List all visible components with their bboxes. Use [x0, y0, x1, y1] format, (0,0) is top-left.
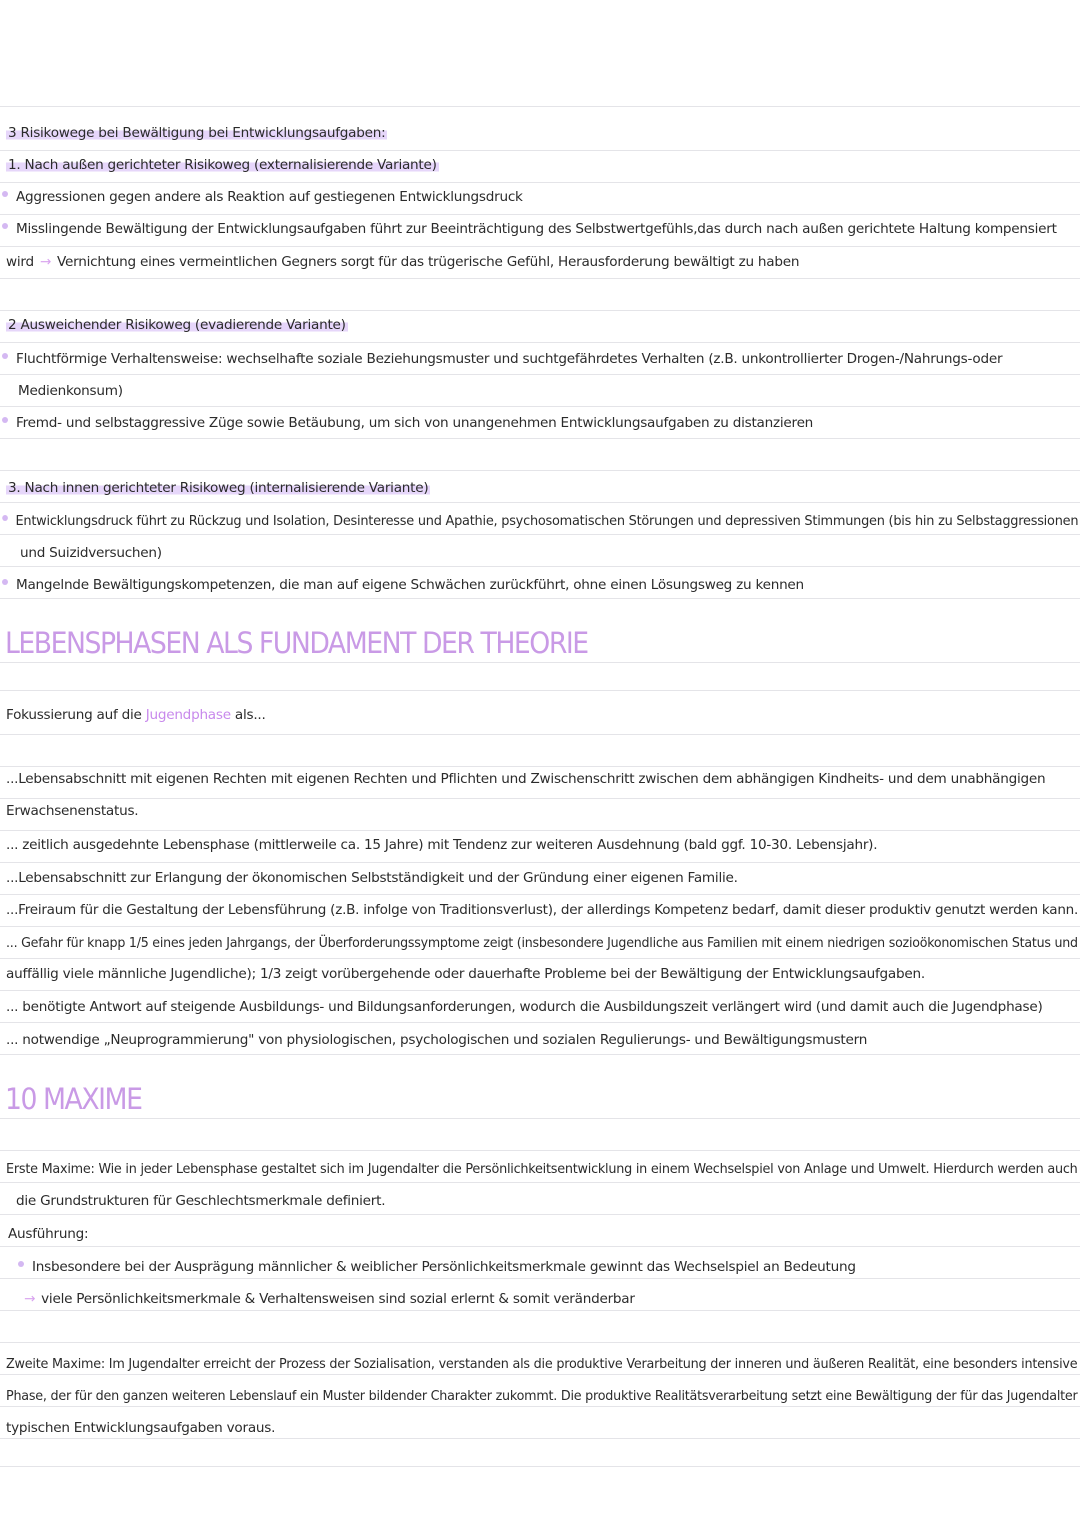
second-maxim: Zweite Maxime: Im Jugendalter erreicht der Prozess der Sozialisation, verstanden als die produktive Verarbeitung der inneren und äußeren Realität, eine besonders intensive	[6, 1356, 1078, 1372]
execution-bullet-2	[24, 1290, 635, 1308]
phase-item-6: ... benötigte Antwort auf steigende Ausbildungs- und Bildungsanforderungen, wodurch die Ausbildungszeit verlängert wird (und damit auch die Jugendphase)	[6, 999, 1043, 1015]
risk-way-1-bullet-2: Misslingende Bewältigung der Entwicklungsaufgaben führt zur Beeinträchtigung des Selbstwertgefühls,das durch nach außen gerichtete Haltung kompensiert	[6, 220, 1057, 238]
risk-way-1-bullet-2-continued	[6, 253, 799, 271]
risk-way-3-bullet-1: Entwicklungsdruck führt zu Rückzug und Isolation, Desinteresse und Apathie, psychosomatischen Störungen und depressiven Stimmungen (bis hin zu Selbstaggressionen	[6, 512, 1078, 530]
risk-way-3-bullet-2: Mangelnde Bewältigungskompetenzen, die man auf eigene Schwächen zurückführt, ohne einen Lösungsweg zu kennen	[6, 576, 804, 594]
second-maxim-continued-1: Phase, der für den ganzen weiteren Lebenslauf ein Muster bildender Charakter zukommt. Die produktive Realitätsverarbeitung setzt eine Bewältigung der für das Jugendalter	[6, 1388, 1078, 1404]
risk-way-1-bullet-1: Aggressionen gegen andere als Reaktion auf gestiegenen Entwicklungsdruck	[6, 188, 523, 206]
right-arrow-icon: →	[24, 1291, 36, 1307]
first-maxim: Erste Maxime: Wie in jeder Lebensphase gestaltet sich im Jugendalter die Persönlichkeitsentwicklung in einem Wechselspiel von Anlage und Umwelt. Hierdurch werden auch	[6, 1161, 1078, 1177]
second-maxim-continued-2: typischen Entwicklungsaufgaben voraus.	[6, 1420, 276, 1436]
risk-way-2-bullet-2: Fremd- und selbstaggressive Züge sowie Betäubung, um sich von unangenehmen Entwicklungsaufgaben zu distanzieren	[6, 414, 813, 432]
risk-way-2-bullet-1-continued: Medienkonsum)	[18, 383, 123, 399]
phase-item-5: ... Gefahr für knapp 1/5 eines jeden Jahrgangs, der Überforderungssymptome zeigt (insbesondere Jugendliche aus Familien mit einem niedrigen sozioökonomischen Status und	[6, 935, 1078, 951]
first-maxim-continued: die Grundstrukturen für Geschlechtsmerkmale definiert.	[16, 1193, 386, 1209]
phase-item-3: ...Lebensabschnitt zur Erlangung der ökonomischen Selbstständigkeit und der Gründung einer eigenen Familie.	[6, 870, 738, 886]
risk-way-1-continued-pre: wird	[6, 254, 34, 270]
phase-item-5-continued: auffällig viele männliche Jugendliche); 1/3 zeigt vorübergehende oder dauerhafte Probleme bei der Bewältigung der Entwicklungsaufgaben.	[6, 966, 925, 982]
risk-way-2-heading: 2 Ausweichender Risikoweg (evadierende Variante)	[8, 317, 346, 333]
execution-bullet-1: Insbesondere bei der Ausprägung männlicher & weiblicher Persönlichkeitsmerkmale gewinnt das Wechselspiel an Bedeutung	[22, 1258, 856, 1276]
life-phases-heading: LEBENSPHASEN ALS FUNDAMENT DER THEORIE	[5, 626, 588, 660]
intro-highlight: Jugendphase	[145, 707, 231, 723]
intro-post: als...	[234, 707, 266, 723]
risk-way-2-bullet-1: Fluchtförmige Verhaltensweise: wechselhafte soziale Beziehungsmuster und suchtgefährdetes Verhalten (z.B. unkontrollierter Drogen-/Nahrungs-oder	[6, 350, 1002, 368]
risk-way-1-heading: 1. Nach außen gerichteter Risikoweg (externalisierende Variante)	[8, 157, 437, 173]
phase-item-7: ... notwendige „Neuprogrammierung" von physiologischen, psychologischen und sozialen Regulierungs- und Bewältigungsmustern	[6, 1032, 868, 1048]
phase-item-1: ...Lebensabschnitt mit eigenen Rechten mit eigenen Rechten und Pflichten und Zwischenschritt zwischen dem abhängigen Kindheits- und dem unabhängigen	[6, 771, 1046, 787]
execution-bullet-2-text: viele Persönlichkeitsmerkmale & Verhaltensweisen sind sozial erlernt & somit veränderbar	[41, 1291, 635, 1307]
phase-item-1-continued: Erwachsenenstatus.	[6, 803, 139, 819]
maxims-heading: 10 MAXIME	[5, 1082, 142, 1116]
right-arrow-icon: →	[39, 254, 52, 270]
risk-way-1-continued-post: Vernichtung eines vermeintlichen Gegners sorgt für das trügerische Gefühl, Herausforderung bewältigt zu haben	[57, 254, 800, 270]
execution-label: Ausführung:	[8, 1226, 89, 1242]
life-phases-intro	[6, 706, 266, 724]
intro-pre: Fokussierung auf die	[6, 707, 142, 723]
risk-way-3-heading: 3. Nach innen gerichteter Risikoweg (internalisierende Variante)	[8, 480, 429, 496]
risk-ways-title: 3 Risikowege bei Bewältigung bei Entwicklungsaufgaben:	[8, 125, 386, 141]
risk-way-3-bullet-1-continued: und Suizidversuchen)	[20, 545, 162, 561]
phase-item-4: ...Freiraum für die Gestaltung der Lebensführung (z.B. infolge von Traditionsverlust), der allerdings Kompetenz bedarf, damit dieser produktiv genutzt werden kann.	[6, 902, 1079, 918]
phase-item-2: ... zeitlich ausgedehnte Lebensphase (mittlerweile ca. 15 Jahre) mit Tendenz zur weiteren Ausdehnung (bald ggf. 10-30. Lebensjahr).	[6, 837, 878, 853]
